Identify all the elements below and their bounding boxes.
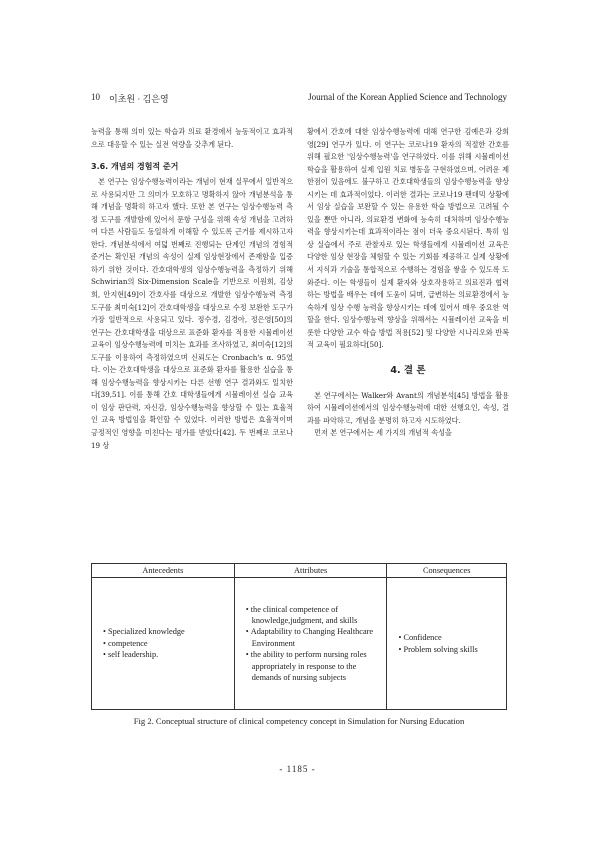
consequence-item: • Confidence xyxy=(398,632,502,643)
attributes-cell xyxy=(234,578,387,710)
attribute-item: • the clinical competence of knowledge,judgment, and skills xyxy=(246,604,383,627)
header-authors: 이초원 · 김은영 xyxy=(109,94,169,104)
conclusion-paragraph-1: 본 연구에서는 Walker와 Avant의 개념분석[45] 방법을 활용하여 시뮬레이션에서의 임상수행능력에 대한 선행요인, 속성, 결과를 파악하고, 개념을 분명히 하고자 시도하였다. xyxy=(307,390,509,425)
left-text-column xyxy=(91,126,293,452)
attribute-item: • Adaptability to Changing Healthcare Environment xyxy=(246,626,383,649)
section-heading-conclusion: 4. 결 론 xyxy=(390,364,426,376)
concept-structure-figure xyxy=(91,563,507,710)
figure-caption: Fig 2. Conceptual structure of clinical competency concept in Simulation for Nursing Education xyxy=(133,716,465,726)
intro-paragraph: 능력을 통해 의미 있는 학습과 의료 환경에서 능동적이고 효과적으로 대응할 수 있는 실전 역량을 갖추게 된다. xyxy=(91,127,293,149)
page-footer-number: - 1185 - xyxy=(279,764,316,774)
section-heading-3-6: 3.6. 개념의 경험적 준거 xyxy=(91,162,179,172)
right-text-column xyxy=(307,126,509,440)
antecedent-item: • competence xyxy=(103,638,230,649)
body-paragraph-empirical-referents: 본 연구는 임상수행능력이라는 개념이 현재 실무에서 일반적으로 사용되지만 그 의미가 모호하고 명확하지 않아 개념분석을 통해 개념을 명확히 하고자 했다. 또한 본 연구는 임상수행능력 측정 도구를 개발함에 있어서 문항 구성을 위해 속성 개념을 고려하여 다른 사람들도 동일하게 이해할 수 있도록 근거를 제시하고자 한다. 개념분석에서 여덟 번째로 진행되는 단계인 개념의 경험적 준거는 확인된 개념의 속성이 실제 임상현장에서 존재함을 입증하기 위한 것이다. 간호대학생의 임상수행능력을 측정하기 위해 Schwirian의 Six-Dimension Scale을 기반으로 이원희, 김상희, 안지현[49]이 간호사를 대상으로 개발한 임상수행능력 측정 도구를 최미숙[12]이 간호대학생을 대상으로 수정 보완한 도구가 가장 일반적으로 사용되고 있다. 정수경, 김경아, 정은영[50]의 연구는 간호대학생을 대상으로 표준화 환자를 적용한 시뮬레이션 교육이 임상수행능력에 미치는 효과를 조사하였고, 최미숙[12]의 도구를 이용하여 측정하였으며 신뢰도는 Cronbach's α. 95였다. 이는 간호대학생을 대상으로 표준화 환자를 활용한 실습을 통해 임상수행능력을 향상시키는 다른 선행 연구 결과와도 일치한다[39,51]. 이를 통해 간호 대학생들에게 시뮬레이션 실습 교육이 임상 판단력, 자신감, 임상수행능력을 향상할 수 있는 효율적인 교육 방법임을 확인할 수 있었다. 이러한 방법은 효율적이며 긍정적인 영향을 미친다는 평가를 받았다[42]. 두 번째로 코로나19 상 xyxy=(91,177,293,450)
antecedent-item: • self leadership. xyxy=(103,649,230,660)
header-attributes: Attributes xyxy=(234,564,387,578)
consequence-item: • Problem solving skills xyxy=(398,644,502,655)
header-antecedents: Antecedents xyxy=(92,564,235,578)
conclusion-paragraph-2: 먼저 본 연구에서는 세 가지의 개념적 속성을 xyxy=(314,428,452,438)
consequences-cell xyxy=(387,578,507,710)
attribute-item: • the ability to perform nursing roles appropriately in response to the demands of nursing subjects xyxy=(246,649,383,683)
body-paragraph-continued: 황에서 간호에 대한 임상수행능력에 대해 연구한 김예은과 강희영[29] 연구가 있다. 이 연구는 코로나19 환자의 적절한 간호를 위해 필요한 '임상수행능력'을 연구하였다. 이를 위해 시뮬레이션 학습을 활용하여 실제 입원 치료 병동을 구현하였으며, 어려운 제한점이 있음에도 불구하고 간호대학생들의 임상수행능력을 향상시키는 데 효과적이었다. 이러한 결과는 코로나19 팬데믹 상황에서 임상 실습을 보완할 수 있는 유용한 학습 방법으로 고려될 수 있을 뿐만 아니라, 의료환경 변화에 능숙히 대처하며 임상수행능력을 향상시키는데 효과적이라는 점이 더욱 중요시된다. 특히 임상 실습에서 주로 관찰자로 있는 학생들에게 시뮬레이션 교육은 다양한 임상 현장을 체험할 수 있는 기회를 제공하고 실제 상황에서 지식과 기술을 통합적으로 수행하는 경험을 쌓을 수 있도록 도와준다. 이는 학생들이 실제 환자와 상호작용하고 의료진과 협력하는 방법을 배우는 데에 도움이 되며, 급변하는 의료환경에서 능숙하게 임상 수행 능력을 향상시키는 데에 있어서 매우 중요한 역할을 한다. 임상수행능력 향상을 위해서는 시뮬레이션 교육을 비롯한 다양한 교수 학습 방법 적용[52] 및 다양한 시나리오와 반복적 교육이 필요하다[50]. xyxy=(307,127,509,350)
antecedents-cell xyxy=(92,578,235,710)
header-journal-title: Journal of the Korean Applied Science and Technology xyxy=(308,92,507,102)
running-header xyxy=(91,92,507,104)
header-page-number: 10 xyxy=(91,92,100,102)
antecedent-item: • Specialized knowledge xyxy=(103,626,230,637)
header-consequences: Consequences xyxy=(387,564,507,578)
